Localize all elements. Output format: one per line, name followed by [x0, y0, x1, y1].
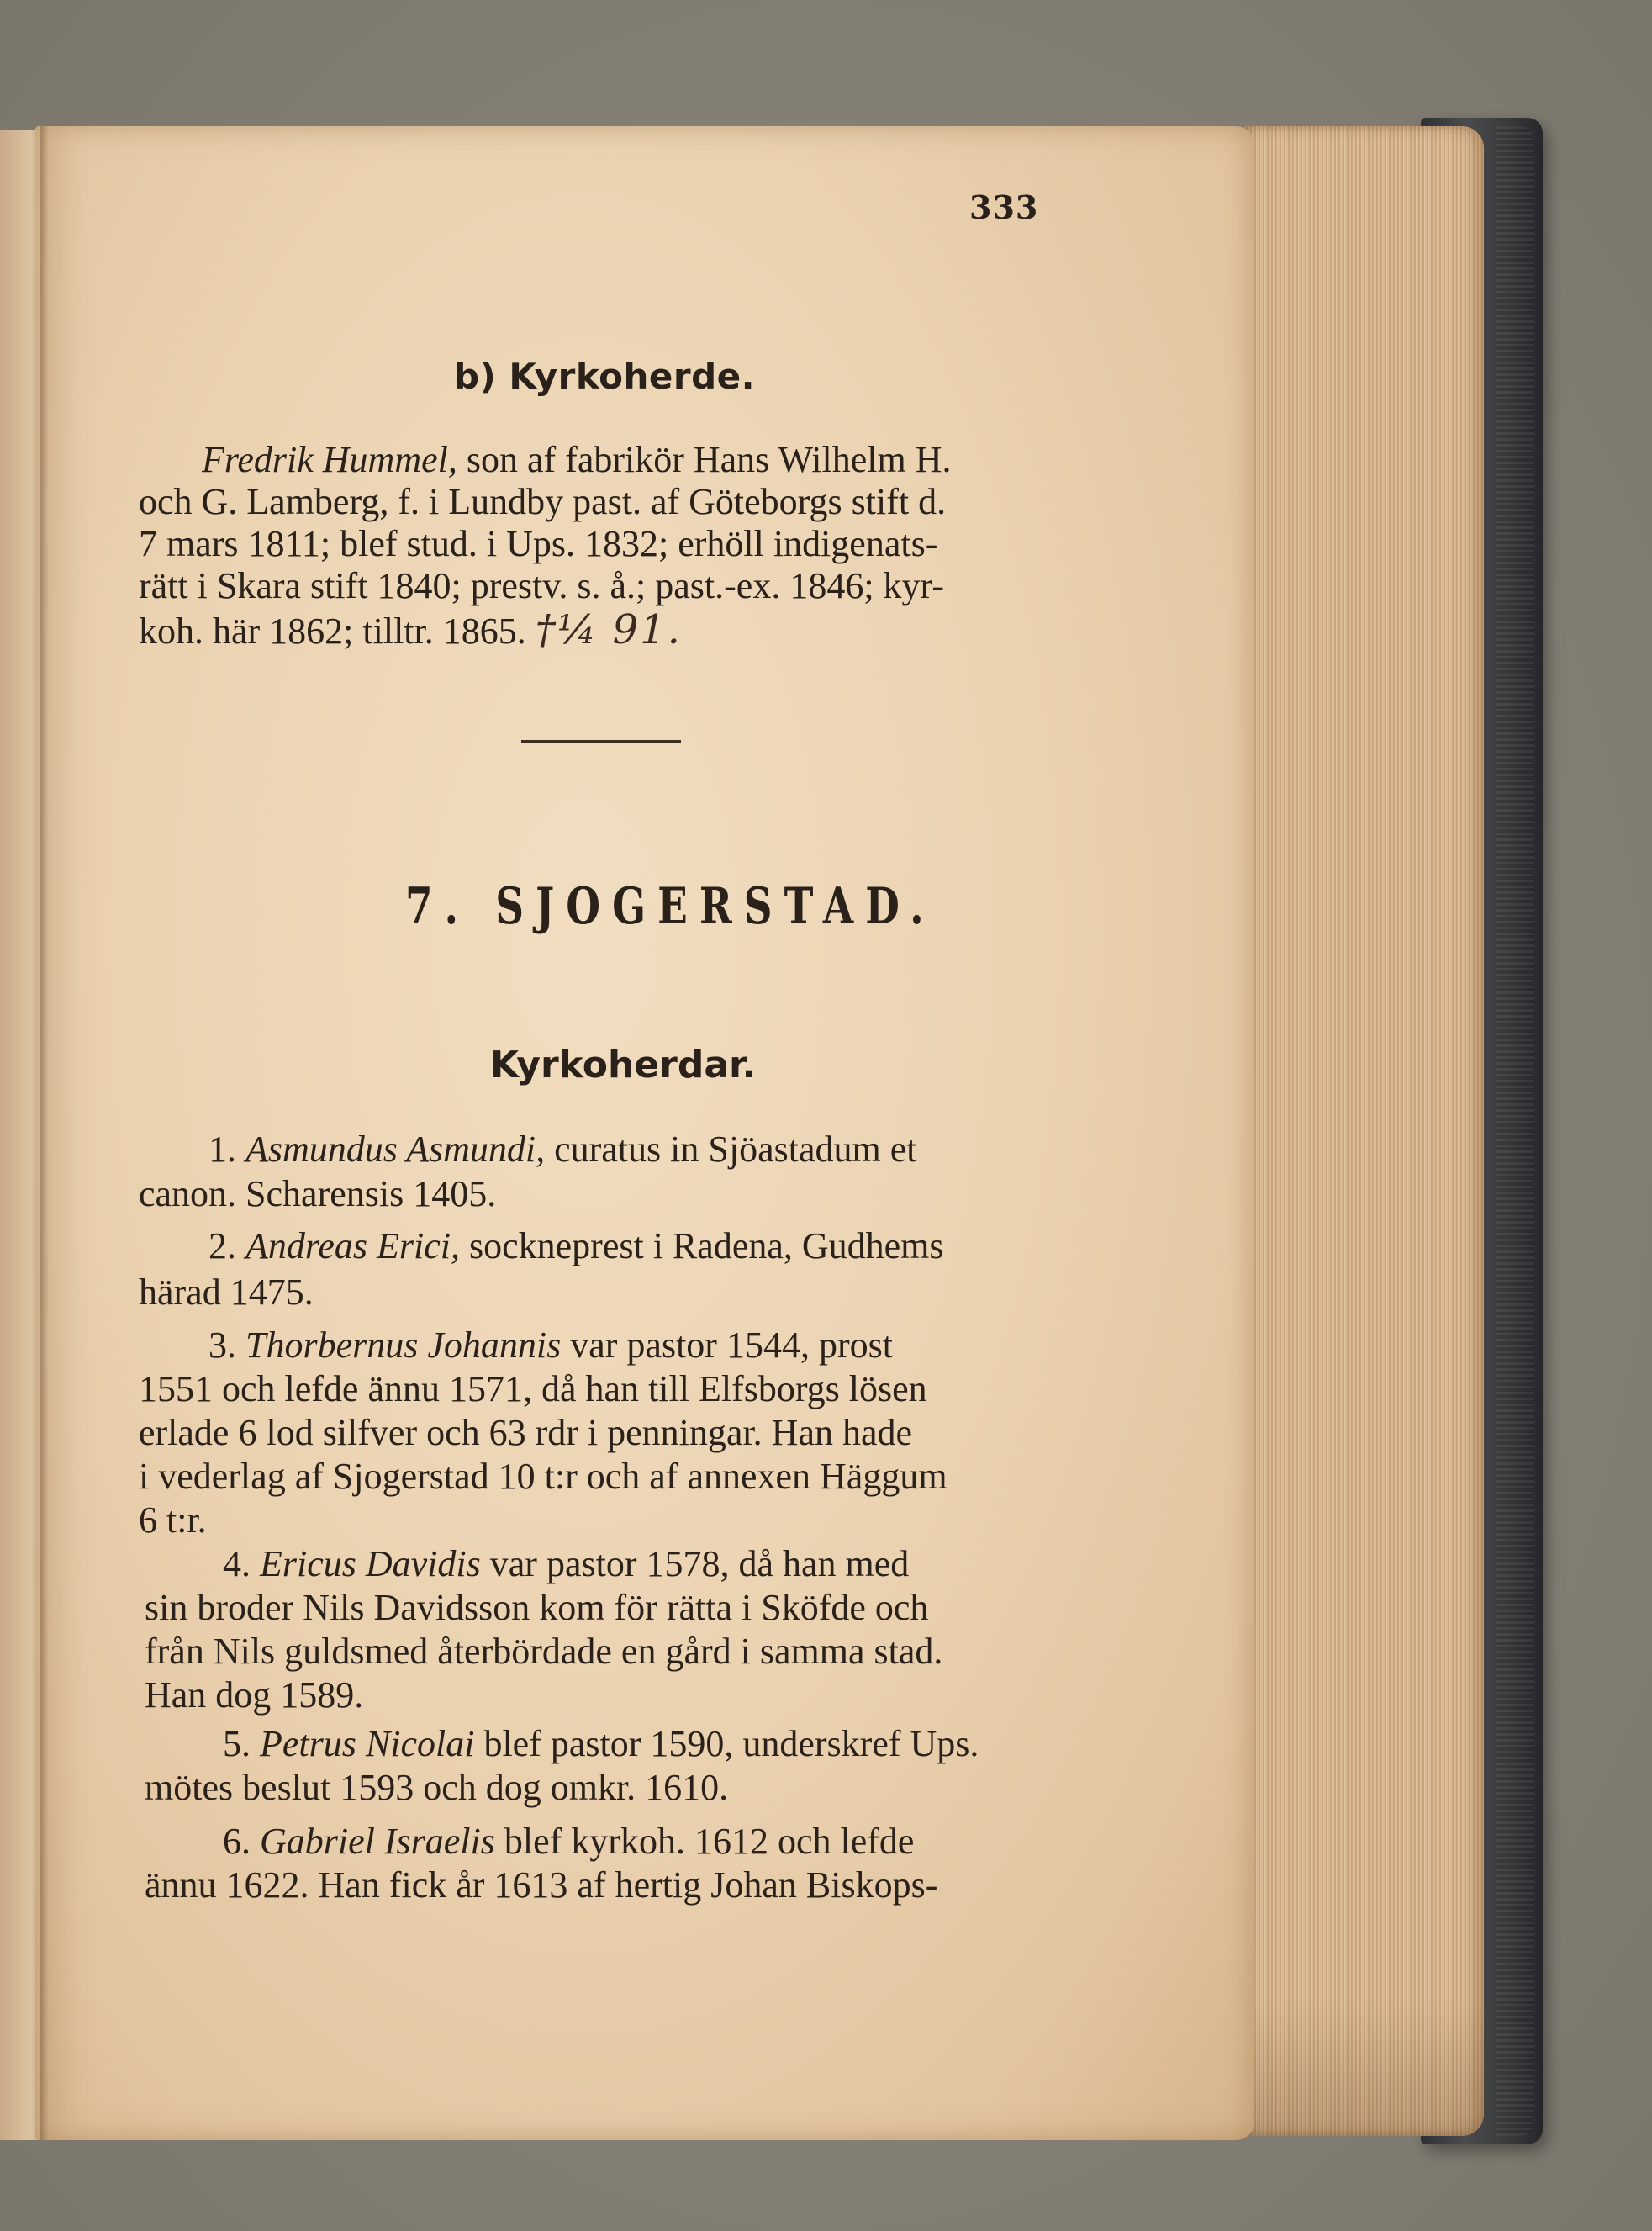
hummel-line-5 [139, 606, 682, 653]
page-edges-stack [1244, 126, 1484, 2136]
entry-6-line-2: ännu 1622. Han fick år 1613 af hertig Johan Biskops- [145, 1864, 938, 1906]
page-number: 333 [969, 188, 1039, 226]
entry-number: 4. [223, 1543, 251, 1584]
entry-text: var pastor 1544, prost [570, 1324, 893, 1366]
handwritten-annotation: †¼ 91. [535, 606, 682, 653]
entry-1-line-1 [208, 1131, 916, 1168]
entry-3-line-1 [208, 1324, 893, 1366]
hummel-line-1 [202, 441, 951, 478]
hummel-line-4: rätt i Skara stift 1840; prestv. s. å.; past.-ex. 1846; kyr- [139, 565, 944, 606]
entry-4-line-3: från Nils guldsmed återbördade en gård i samma stad. [145, 1631, 943, 1672]
section-divider [521, 740, 681, 743]
entry-5-line-2: mötes beslut 1593 och dog omkr. 1610. [145, 1767, 729, 1808]
entry-4-line-4: Han dog 1589. [145, 1674, 364, 1716]
entry-number: 5. [223, 1723, 251, 1764]
entry-6-line-1 [223, 1823, 914, 1860]
entry-3-line-2: 1551 och lefde ännu 1571, då han till Elfsborgs lösen [139, 1368, 927, 1409]
entry-name: Ericus Davidis [260, 1543, 481, 1584]
entry-4-line-1 [223, 1543, 910, 1584]
book-cover-texture [1496, 126, 1534, 2136]
page-edges-shadow [1244, 2001, 1484, 2136]
hummel-line-3: 7 mars 1811; blef stud. i Ups. 1832; erhöll indigenats- [139, 523, 938, 564]
entry-number: 1. [208, 1129, 236, 1170]
entry-2-line-2: härad 1475. [139, 1271, 314, 1313]
entry-4-line-2: sin broder Nils Davidsson kom för rätta i Sköfde och [145, 1587, 929, 1628]
entry-2-line-1 [208, 1225, 944, 1266]
hummel-line-2: och G. Lamberg, f. i Lundby past. af Göteborgs stift d. [139, 481, 947, 522]
entry-name: Thorbernus Johannis [245, 1324, 562, 1366]
entry-3-line-5: 6 t:r. [139, 1499, 207, 1541]
hummel-name: Fredrik Hummel, [202, 439, 457, 480]
entry-name: Gabriel Israelis [260, 1821, 495, 1862]
entry-name: Petrus Nicolai [260, 1723, 475, 1764]
entry-number: 2. [208, 1225, 236, 1266]
hummel-line-5-text: koh. här 1862; tilltr. 1865. [139, 611, 526, 652]
hummel-line-1-rest: son af fabrikör Hans Wilhelm H. [466, 439, 952, 480]
kyrkoherdar-heading: Kyrkoherdar. [490, 1044, 757, 1086]
entry-text: blef kyrkoh. 1612 och lefde [504, 1821, 915, 1862]
section-b-heading: b) Kyrkoherde. [454, 356, 756, 397]
entry-text: curatus in Sjöastadum et [554, 1129, 917, 1170]
entry-number: 6. [223, 1821, 251, 1862]
chapter-title: 7. SJOGERSTAD. [405, 877, 936, 936]
entry-1-line-2: canon. Scharensis 1405. [139, 1173, 497, 1214]
entry-name: Asmundus Asmundi, [245, 1129, 546, 1170]
entry-3-line-4: i vederlag af Sjogerstad 10 t:r och af annexen Häggum [139, 1456, 947, 1497]
entry-3-line-3: erlade 6 lod silfver och 63 rdr i penningar. Han hade [139, 1412, 913, 1453]
entry-name: Andreas Erici, [245, 1225, 460, 1266]
entry-text: blef pastor 1590, underskref Ups. [483, 1723, 979, 1764]
entry-number: 3. [208, 1324, 236, 1366]
entry-5-line-1 [223, 1723, 979, 1764]
entry-text: var pastor 1578, då han med [489, 1543, 910, 1584]
page-gutter-shadow [40, 126, 49, 2140]
entry-text: sockneprest i Radena, Gudhems [469, 1225, 944, 1266]
